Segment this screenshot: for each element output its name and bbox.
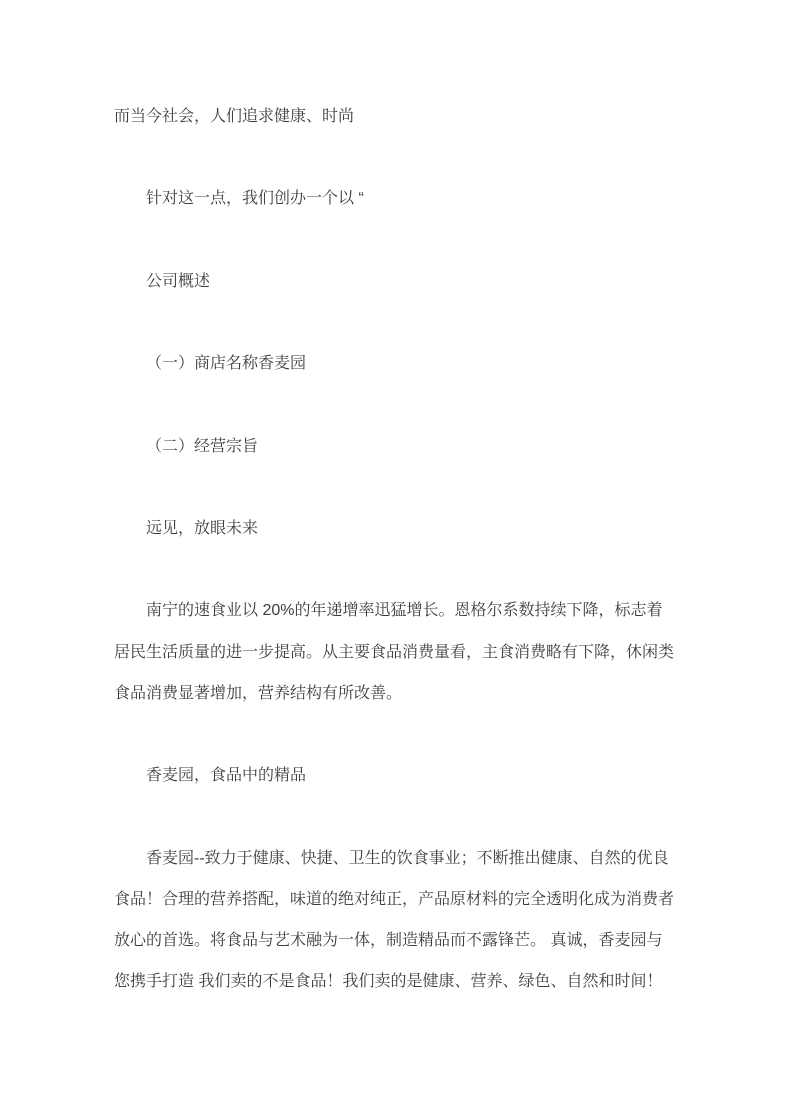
slogan-line: 香麦园，食品中的精品 [146, 767, 307, 785]
paragraph [114, 838, 678, 1003]
list-item-heading: （一）商店名称香麦园 [146, 355, 307, 373]
paragraph [114, 590, 678, 714]
paragraph [114, 343, 678, 384]
paragraph-line: 而当今社会，人们追求健康、时尚 [114, 108, 355, 125]
paragraph [114, 261, 678, 302]
paragraph-line: 针对这一点，我们创办一个以 “ [146, 190, 364, 208]
slogan-line: 远见，放眼未来 [146, 519, 259, 537]
paragraph-line: 香麦园--致力于健康、快捷、卫生的饮食事业；不断推出健康、自然的优良 [146, 849, 669, 867]
paragraph-line: 食品！合理的营养搭配，味道的绝对纯正，产品原材料的完全透明化成为消费者 [114, 890, 675, 908]
paragraph [114, 508, 678, 549]
paragraph [114, 755, 678, 796]
paragraph-line: 您携手打造 我们卖的不是食品！我们卖的是健康、营养、绿色、自然和时间！ [114, 973, 663, 991]
paragraph-line: 食品消费显著增加，营养结构有所改善。 [114, 684, 403, 702]
paragraph-line: 居民生活质量的进一步提高。从主要食品消费量看，主食消费略有下降，休闲类 [114, 643, 675, 661]
paragraph [114, 178, 678, 219]
paragraph [114, 96, 678, 137]
paragraph [114, 426, 678, 467]
paragraph-line: 放心的首选。将食品与艺术融为一体，制造精品而不露锋芒。 真诚，香麦园与 [114, 931, 663, 949]
list-item-heading: （二）经营宗旨 [146, 437, 259, 455]
section-heading: 公司概述 [146, 272, 211, 290]
paragraph-line: 南宁的速食业以 20%的年递增率迅猛增长。恩格尔系数持续下降，标志着 [146, 602, 663, 620]
